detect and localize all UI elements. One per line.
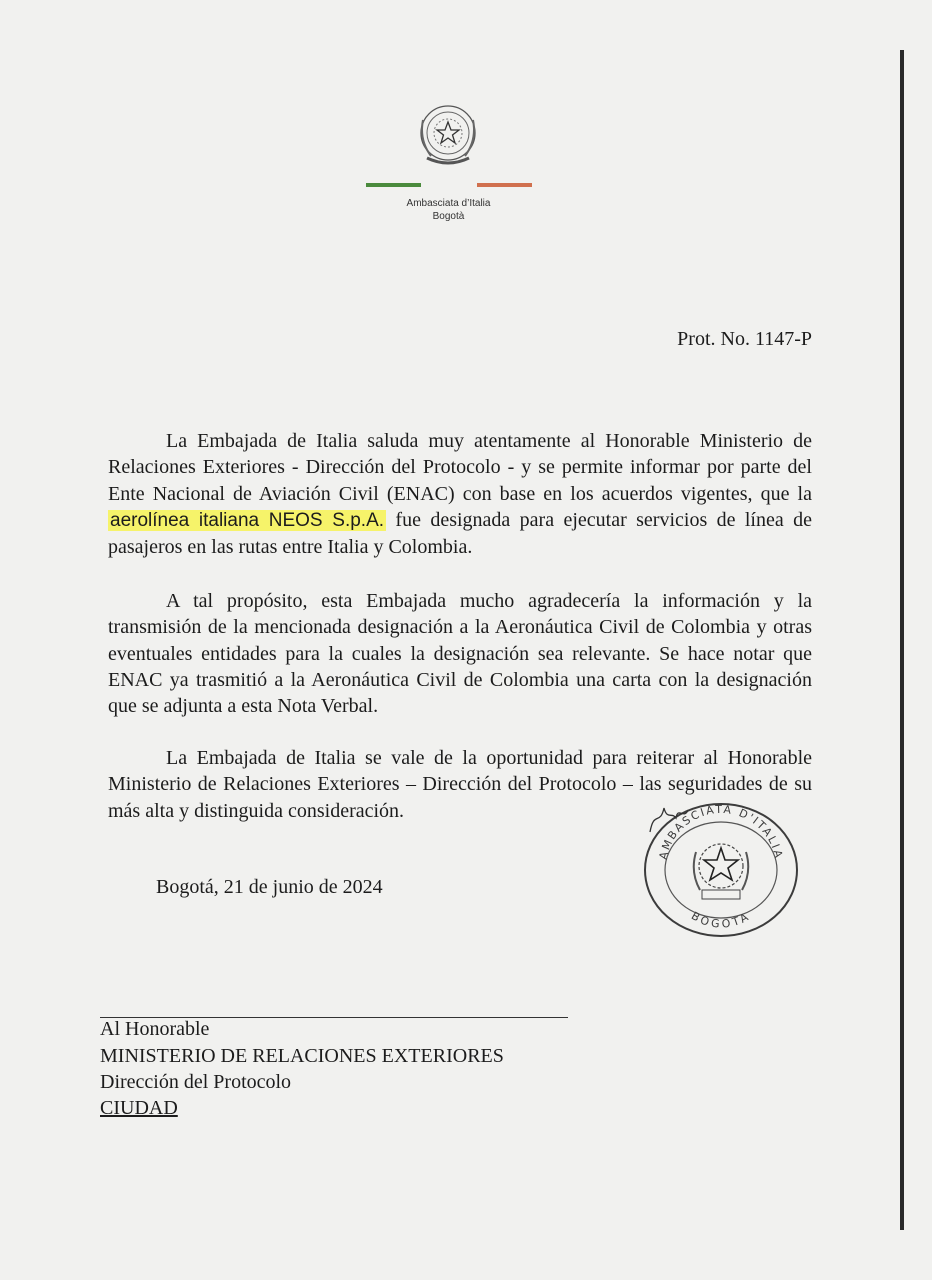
protocol-number: Prot. No. 1147-P: [677, 328, 812, 350]
paragraph-1-end: fue designada para ejecutar servicios de línea de pasajeros en las rutas entre Italia y Colombia.: [108, 508, 813, 559]
highlighted-airline-name: aerolínea italiana NEOS S.p.A.: [110, 509, 385, 531]
letter-date: Bogotá, 21 de junio de 2024: [156, 876, 383, 898]
paragraph-3: La Embajada de Italia se vale de la oportunidad para reiterar al Honorable Ministerio de Relaciones Exteriores – Dirección del Protocolo – las seguridades de su más alta y distinguida consideración.: [108, 747, 812, 822]
svg-text:BOGOTA: BOGOTA: [688, 909, 754, 931]
addressee-salutation: Al Honorable: [100, 1018, 210, 1040]
italian-republic-emblem-icon: [415, 100, 481, 170]
addressee-city: CIUDAD: [100, 1097, 178, 1119]
embassy-seal-stamp-icon: [640, 790, 802, 942]
flag-stripe-green: [366, 183, 421, 187]
svg-text:AMBASCIATA D'ITALIA: AMBASCIATA D'ITALIA: [656, 802, 786, 861]
paragraph-1: [108, 428, 812, 560]
embassy-city: Bogotà: [432, 211, 465, 222]
paragraph-1-start: La Embajada de Italia saluda muy atentamente al Honorable Ministerio de Relaciones Exteriores - Dirección del Protocolo - y se permite informar por parte del Ente Nacional de Aviación Civil (ENAC) con base en los acuerdos vigentes, que la: [108, 430, 812, 505]
addressee-ministry: MINISTERIO DE RELACIONES EXTERIORES: [100, 1045, 504, 1067]
addressee-department: Dirección del Protocolo: [100, 1071, 292, 1093]
page-edge-line: [900, 50, 904, 1230]
embassy-name: Ambasciata d’Italia: [406, 198, 491, 209]
flag-stripe-red: [477, 183, 532, 187]
paragraph-2: A tal propósito, esta Embajada mucho agradecería la información y la transmisión de la mencionada designación a la Aeronáutica Civil de Colombia y otras eventuales entidades para la cuales la designación sea relevante. Se hace notar que ENAC ya trasmitió a la Aeronáutica Civil de Colombia una carta con la designación que se adjunta a esta Nota Verbal.: [108, 590, 812, 718]
